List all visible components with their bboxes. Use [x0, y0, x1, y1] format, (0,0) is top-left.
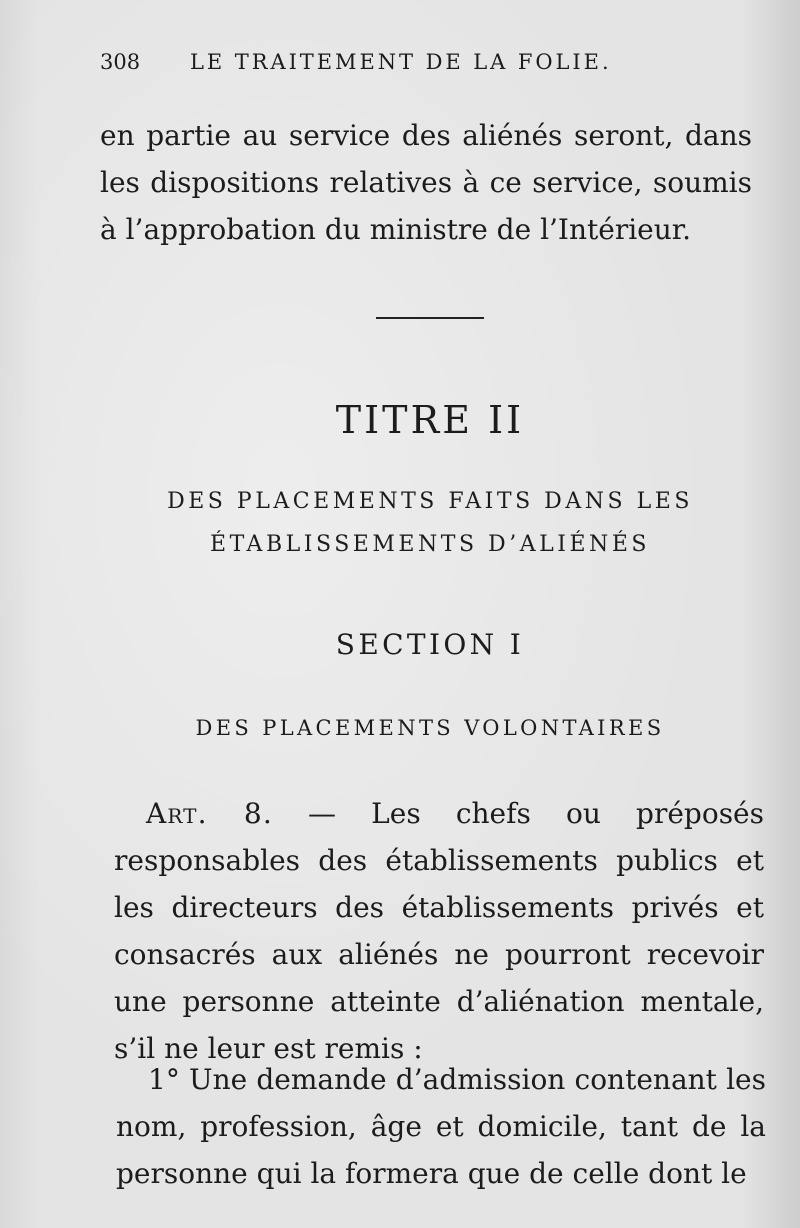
titre-subheading	[100, 480, 760, 566]
section-heading: SECTION I	[335, 628, 525, 661]
article-label: Art. 8.	[146, 797, 273, 830]
titre-heading: TITRE II	[335, 398, 525, 442]
running-title: LE TRAITEMENT DE LA FOLIE.	[190, 50, 612, 74]
section-divider-rule	[376, 317, 484, 319]
titre-subheading-line-1: DES PLACEMENTS FAITS DANS LES	[167, 489, 693, 514]
titre-subheading-line-2: ÉTABLISSEMENTS D’ALIÉNÉS	[209, 532, 650, 557]
section-subheading: DES PLACEMENTS VOLONTAIRES	[195, 716, 665, 740]
item-1-paragraph: 1° Une demande d’admission contenant les nom, profession, âge et domicile, tant de la personne qui la formera que de celle dont le	[116, 1063, 766, 1190]
page-number: 308	[100, 50, 141, 74]
running-head	[100, 44, 700, 80]
opening-paragraph: en partie au service des aliénés seront, dans les dispositions relatives à ce service, soumis à l’approbation du ministre de l’Intérieur.	[100, 119, 752, 246]
article-8-paragraph	[114, 790, 764, 1072]
article-text: — Les chefs ou préposés responsables des établissements publics et les directeurs des établissements privés et consacrés aux aliénés ne pourront recevoir une personne atteinte d’aliénation mentale, s’il ne leur est remis :	[114, 797, 764, 1065]
